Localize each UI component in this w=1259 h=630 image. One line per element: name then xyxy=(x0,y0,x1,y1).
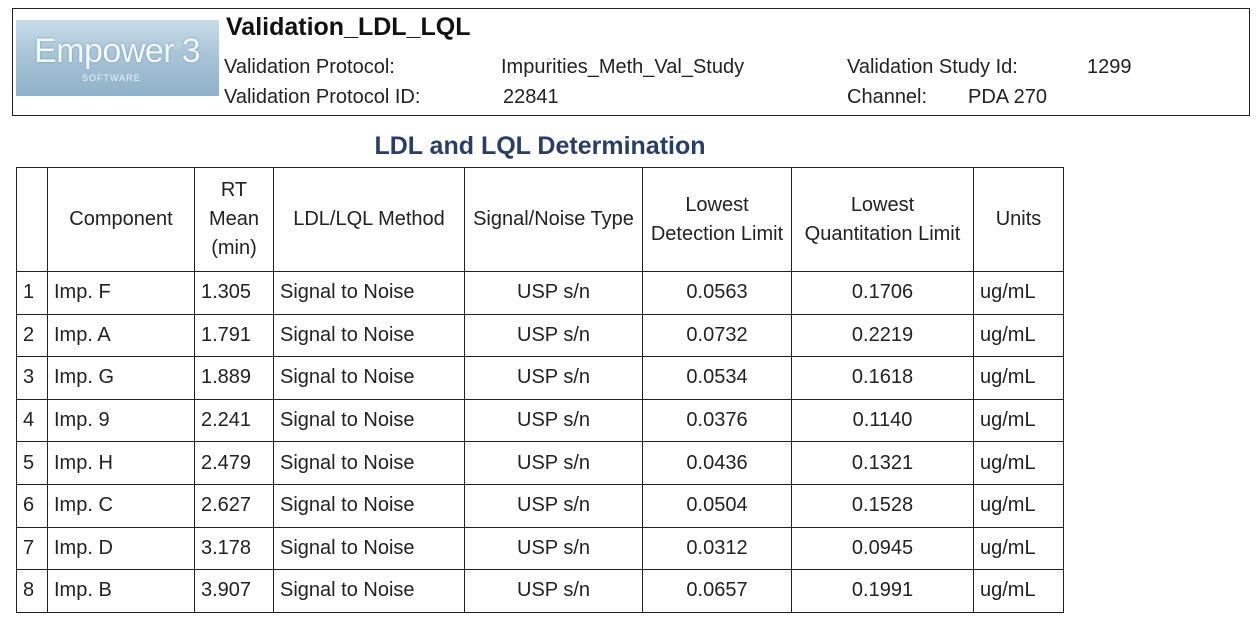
cell-rt-mean: 3.907 xyxy=(195,570,274,613)
cell-component: Imp. H xyxy=(48,442,195,485)
protocol-value: Impurities_Meth_Val_Study xyxy=(501,56,745,78)
study-id-value: 1299 xyxy=(1087,56,1132,78)
cell-rt-mean: 1.305 xyxy=(195,272,274,315)
cell-method: Signal to Noise xyxy=(274,484,465,527)
table-row xyxy=(17,314,1064,357)
table-row xyxy=(17,357,1064,400)
channel-label: Channel: xyxy=(847,86,928,108)
cell-component: Imp. B xyxy=(48,570,195,613)
cell-component: Imp. G xyxy=(48,357,195,400)
cell-detection-limit: 0.0534 xyxy=(643,357,792,400)
cell-detection-limit: 0.0312 xyxy=(643,527,792,570)
cell-row-index: 1 xyxy=(17,272,48,315)
ldl-lql-table xyxy=(16,167,1064,613)
cell-rt-mean: 2.479 xyxy=(195,442,274,485)
cell-sn-type: USP s/n xyxy=(465,442,643,485)
table-header-row xyxy=(17,168,1064,272)
cell-rt-mean: 1.791 xyxy=(195,314,274,357)
cell-sn-type: USP s/n xyxy=(465,527,643,570)
column-header-component: Component xyxy=(48,168,195,272)
cell-method: Signal to Noise xyxy=(274,272,465,315)
table-row xyxy=(17,484,1064,527)
column-header-detection-limit: Lowest Detection Limit xyxy=(643,168,792,272)
cell-method: Signal to Noise xyxy=(274,357,465,400)
table-row xyxy=(17,570,1064,613)
cell-units: ug/mL xyxy=(974,272,1064,315)
protocol-label: Validation Protocol: xyxy=(224,56,395,78)
cell-units: ug/mL xyxy=(974,357,1064,400)
cell-detection-limit: 0.0563 xyxy=(643,272,792,315)
column-header-rt-mean: RT Mean (min) xyxy=(195,168,274,272)
cell-units: ug/mL xyxy=(974,442,1064,485)
cell-rt-mean: 1.889 xyxy=(195,357,274,400)
cell-units: ug/mL xyxy=(974,314,1064,357)
cell-rt-mean: 2.627 xyxy=(195,484,274,527)
logo-wordmark: Empower®3 xyxy=(34,32,201,70)
channel-value: PDA 270 xyxy=(968,86,1047,108)
cell-units: ug/mL xyxy=(974,399,1064,442)
cell-component: Imp. A xyxy=(48,314,195,357)
cell-sn-type: USP s/n xyxy=(465,272,643,315)
cell-sn-type: USP s/n xyxy=(465,314,643,357)
cell-quantitation-limit: 0.2219 xyxy=(792,314,974,357)
cell-quantitation-limit: 0.1706 xyxy=(792,272,974,315)
cell-detection-limit: 0.0732 xyxy=(643,314,792,357)
cell-detection-limit: 0.0436 xyxy=(643,442,792,485)
cell-quantitation-limit: 0.1618 xyxy=(792,357,974,400)
column-header-sn-type: Signal/Noise Type xyxy=(465,168,643,272)
cell-component: Imp. F xyxy=(48,272,195,315)
column-header-method: LDL/LQL Method xyxy=(274,168,465,272)
cell-quantitation-limit: 0.1321 xyxy=(792,442,974,485)
cell-row-index: 5 xyxy=(17,442,48,485)
cell-method: Signal to Noise xyxy=(274,399,465,442)
cell-sn-type: USP s/n xyxy=(465,570,643,613)
cell-quantitation-limit: 0.1528 xyxy=(792,484,974,527)
cell-quantitation-limit: 0.1991 xyxy=(792,570,974,613)
cell-units: ug/mL xyxy=(974,527,1064,570)
logo-subtitle: SOFTWARE xyxy=(82,73,141,83)
cell-rt-mean: 3.178 xyxy=(195,527,274,570)
cell-method: Signal to Noise xyxy=(274,570,465,613)
cell-component: Imp. C xyxy=(48,484,195,527)
protocol-id-value: 22841 xyxy=(503,86,559,108)
report-header xyxy=(12,8,1250,116)
table-row xyxy=(17,272,1064,315)
cell-rt-mean: 2.241 xyxy=(195,399,274,442)
cell-row-index: 3 xyxy=(17,357,48,400)
table-title: LDL and LQL Determination xyxy=(374,132,706,160)
cell-sn-type: USP s/n xyxy=(465,357,643,400)
empower-logo xyxy=(16,20,219,96)
cell-method: Signal to Noise xyxy=(274,442,465,485)
cell-component: Imp. D xyxy=(48,527,195,570)
cell-row-index: 2 xyxy=(17,314,48,357)
cell-row-index: 8 xyxy=(17,570,48,613)
cell-row-index: 4 xyxy=(17,399,48,442)
column-header-index xyxy=(17,168,48,272)
report-title: Validation_LDL_LQL xyxy=(226,13,471,41)
cell-component: Imp. 9 xyxy=(48,399,195,442)
column-header-quantitation-limit: Lowest Quantitation Limit xyxy=(792,168,974,272)
cell-detection-limit: 0.0504 xyxy=(643,484,792,527)
cell-quantitation-limit: 0.1140 xyxy=(792,399,974,442)
study-id-label: Validation Study Id: xyxy=(847,56,1018,78)
protocol-id-label: Validation Protocol ID: xyxy=(224,86,421,108)
cell-method: Signal to Noise xyxy=(274,527,465,570)
cell-row-index: 7 xyxy=(17,527,48,570)
cell-sn-type: USP s/n xyxy=(465,399,643,442)
table-row xyxy=(17,399,1064,442)
cell-row-index: 6 xyxy=(17,484,48,527)
cell-method: Signal to Noise xyxy=(274,314,465,357)
table-row xyxy=(17,442,1064,485)
cell-detection-limit: 0.0376 xyxy=(643,399,792,442)
cell-units: ug/mL xyxy=(974,570,1064,613)
table-row xyxy=(17,527,1064,570)
cell-units: ug/mL xyxy=(974,484,1064,527)
cell-quantitation-limit: 0.0945 xyxy=(792,527,974,570)
column-header-units: Units xyxy=(974,168,1064,272)
cell-sn-type: USP s/n xyxy=(465,484,643,527)
cell-detection-limit: 0.0657 xyxy=(643,570,792,613)
